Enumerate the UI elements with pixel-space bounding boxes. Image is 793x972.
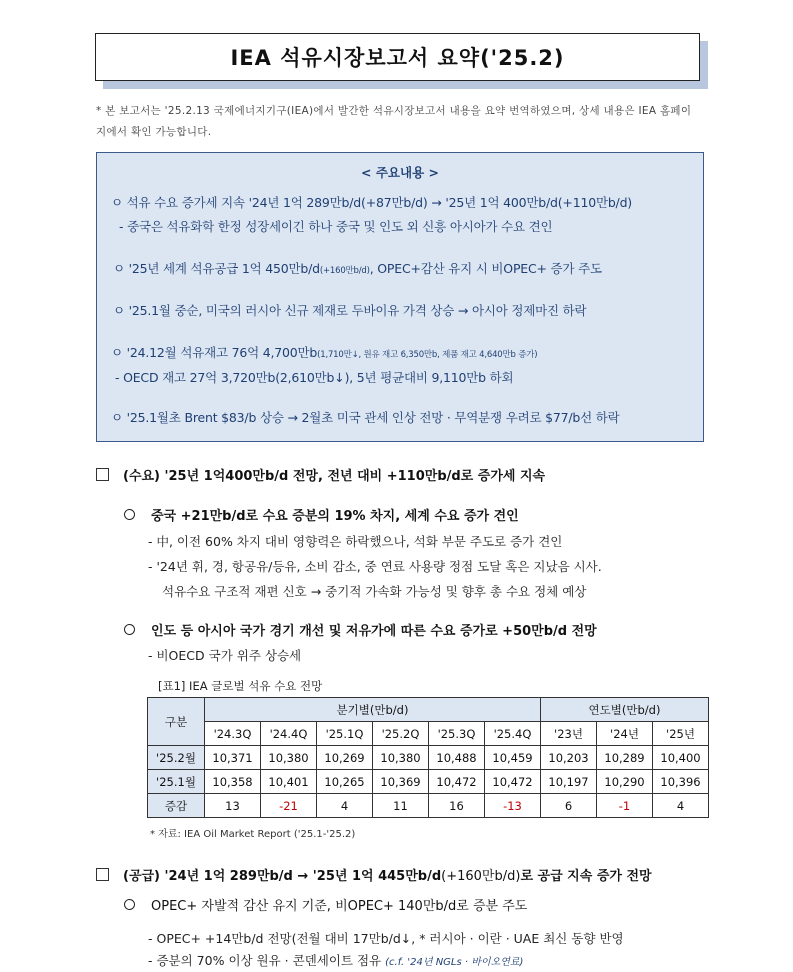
summary-line-brent: ㅇ '25.1월초 Brent $83/b 상승 → 2월초 미국 관세 인상 전망 · 무역분쟁 우려로 $77/b선 하락	[111, 410, 620, 425]
summary-stock-detail: (1,710만↓, 원유 재고 6,350만b, 제품 재고 4,640만b 증가)	[317, 350, 538, 360]
table-row	[148, 746, 709, 770]
demand-sub-india	[124, 620, 597, 639]
summary-stock-main: ㅇ '24.12월 석유재고 76억 4,700만b	[111, 345, 318, 360]
table-header-annual: 연도별(만b/d)	[541, 698, 709, 722]
supply-item-2-note: (c.f. '24년 NGLs · 바이오연료)	[385, 957, 524, 968]
table-col-header: '24.4Q	[261, 722, 317, 746]
table-header-group: 구분	[148, 698, 205, 746]
table-cell: 10,369	[373, 770, 429, 794]
table-cell: 13	[205, 794, 261, 818]
table-cell: 10,400	[653, 746, 709, 770]
supply-item-2	[148, 951, 523, 969]
table-col-header: '25.2Q	[373, 722, 429, 746]
table-cell: 4	[653, 794, 709, 818]
summary-line-oecd: - OECD 재고 27억 3,720만b(2,610만b↓), 5년 평균대비 9,110만b 하회	[115, 370, 514, 385]
supply-item-2-text: - 증분의 70% 이상 원유 · 콘덴세이트 점유	[148, 953, 386, 968]
demand-item-4: - 비OECD 국가 위주 상승세	[148, 648, 302, 663]
demand-sub-india-text: 인도 등 아시아 국가 경기 개선 및 저유가에 따른 수요 증가로 +50만b/d 전망	[151, 624, 597, 639]
table-source: * 자료: IEA Oil Market Report ('25.1-'25.2)	[150, 829, 356, 840]
demand-table	[147, 697, 709, 818]
table-cell: 10,269	[317, 746, 373, 770]
supply-heading-tail: 로 공급 지속 증가 전망	[520, 869, 652, 884]
table-row-label: 증감	[148, 794, 205, 818]
demand-sub-china-text: 중국 +21만b/d로 수요 증분의 19% 차지, 세계 수요 증가 견인	[151, 509, 519, 524]
table-cell: 10,289	[597, 746, 653, 770]
table-col-header: '25.4Q	[485, 722, 541, 746]
table-cell: 11	[373, 794, 429, 818]
summary-line-price: ㅇ '25.1월 중순, 미국의 러시아 신규 제재로 두바이유 가격 상승 → 아시아 정제마진 하락	[113, 303, 587, 318]
table-cell: 16	[429, 794, 485, 818]
table-col-header: '25년	[653, 722, 709, 746]
summary-supply-tail: , OPEC+감산 유지 시 비OPEC+ 증가 주도	[369, 261, 602, 276]
summary-heading: < 주요내용 >	[361, 165, 439, 180]
table-cell: -21	[261, 794, 317, 818]
supply-heading-detail: (+160만b/d)	[441, 869, 521, 884]
table-row-label: '25.2월	[148, 746, 205, 770]
circle-bullet-icon	[124, 624, 135, 635]
table-col-header: '25.3Q	[429, 722, 485, 746]
table-row	[148, 794, 709, 818]
table-cell: 10,472	[429, 770, 485, 794]
demand-item-1: - 中, 이전 60% 차지 대비 영향력은 하락했으나, 석화 부문 주도로 증가 견인	[148, 534, 563, 549]
table-cell: 10,472	[485, 770, 541, 794]
table-caption: [표1] IEA 글로벌 석유 수요 전망	[158, 679, 323, 693]
report-note: * 본 보고서는 '25.2.13 국제에너지기구(IEA)에서 발간한 석유시장보고서 내용을 요약 번역하였으며, 상세 내용은 IEA 홈페이지에서 확인 가능합니다.	[96, 105, 692, 138]
table-row	[148, 770, 709, 794]
table-cell: 10,290	[597, 770, 653, 794]
title-container	[95, 33, 700, 81]
supply-sub-opec-text: OPEC+ 자발적 감산 유지 기준, 비OPEC+ 140만b/d로 증분 주도	[151, 899, 528, 914]
circle-bullet-icon	[124, 899, 135, 910]
table-cell: 10,488	[429, 746, 485, 770]
table-row-label: '25.1월	[148, 770, 205, 794]
table-cell: 10,265	[317, 770, 373, 794]
table-cell: 10,401	[261, 770, 317, 794]
page-title: IEA 석유시장보고서 요약('25.2)	[95, 33, 700, 81]
demand-item-2: - '24년 휘, 경, 항공유/등유, 소비 감소, 중 연료 사용량 정점 도달 혹은 지났음 시사.	[148, 559, 602, 574]
table-cell: 10,358	[205, 770, 261, 794]
checkbox-square-icon	[96, 468, 109, 481]
checkbox-square-icon	[96, 868, 109, 881]
supply-sub-opec	[124, 895, 527, 914]
supply-item-1: - OPEC+ +14만b/d 전망(전월 대비 17만b/d↓, * 러시아 · 이란 · UAE 최신 동향 반영	[148, 931, 624, 946]
table-col-header: '24.3Q	[205, 722, 261, 746]
table-cell: 10,459	[485, 746, 541, 770]
supply-heading	[96, 865, 652, 884]
summary-line-supply	[113, 259, 602, 277]
circle-bullet-icon	[124, 509, 135, 520]
summary-line-china: - 중국은 석유화학 한정 성장세이긴 하나 중국 및 인도 외 신흥 아시아가 수요 견인	[119, 219, 553, 234]
table-cell: 6	[541, 794, 597, 818]
demand-sub-china	[124, 505, 519, 524]
table-cell: 10,396	[653, 770, 709, 794]
summary-line-stock	[111, 343, 537, 361]
summary-supply-detail: (+160만b/d)	[319, 266, 370, 276]
table-cell: -1	[597, 794, 653, 818]
table-header-row-1	[148, 698, 709, 722]
supply-heading-main: (공급) '24년 1억 289만b/d → '25년 1억 445만b/d	[123, 869, 442, 884]
table-col-header: '25.1Q	[317, 722, 373, 746]
demand-heading-text: (수요) '25년 1억400만b/d 전망, 전년 대비 +110만b/d로 증가세 지속	[123, 469, 546, 484]
summary-supply-main: ㅇ '25년 세계 석유공급 1억 450만b/d	[113, 261, 320, 276]
table-cell: 4	[317, 794, 373, 818]
table-cell: 10,380	[261, 746, 317, 770]
table-cell: 10,203	[541, 746, 597, 770]
table-col-header: '24년	[597, 722, 653, 746]
table-header-quarterly: 분기별(만b/d)	[205, 698, 541, 722]
demand-heading	[96, 465, 545, 484]
table-header-row-2	[148, 722, 709, 746]
table-cell: -13	[485, 794, 541, 818]
table-cell: 10,371	[205, 746, 261, 770]
table-col-header: '23년	[541, 722, 597, 746]
table-cell: 10,380	[373, 746, 429, 770]
summary-box	[96, 152, 704, 442]
table-cell: 10,197	[541, 770, 597, 794]
summary-line-demand: ㅇ 석유 수요 증가세 지속 '24년 1억 289만b/d(+87만b/d) → '25년 1억 400만b/d(+110만b/d)	[111, 195, 632, 210]
demand-item-3: 석유수요 구조적 재편 신호 → 중기적 가속화 가능성 및 향후 총 수요 정체 예상	[162, 584, 587, 599]
